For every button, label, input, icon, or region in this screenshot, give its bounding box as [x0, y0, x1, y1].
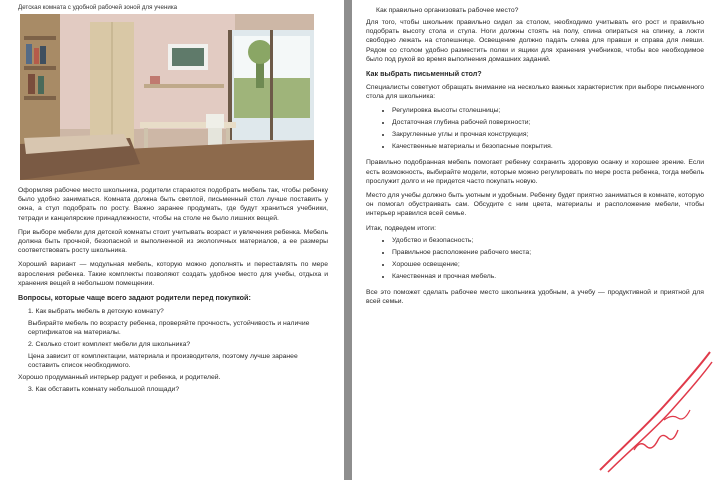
- list-item: • Правильное расположение рабочего места;: [392, 248, 704, 258]
- list-item: • Регулировка высоты столешницы;: [392, 106, 704, 116]
- image-caption: Детская комната с удобной рабочей зоной для ученика: [18, 4, 178, 11]
- qa-line-2: Выбирайте мебель по возрасту ребенка, проверяйте прочность, устойчивость и наличие сертификатов на материалы.: [28, 320, 310, 337]
- left-paragraph-1: Оформляя рабочее место школьника, родители стараются подобрать мебель так, чтобы ребенку было удобно заниматься. Комната должна быть светлой, письменный стол лучше поставить у окна, а стул подобрать по росту. Важно заранее продумать, где будут храниться учебники, тетради и канцелярские принадлежности, чтобы на столе не было лишних вещей.: [18, 187, 328, 222]
- right-paragraph-2: Правильно подобранная мебель помогает ребенку сохранить здоровую осанку и хорошее зрение. Если есть возможность, выбирайте модели, которые можно регулировать по мере роста ребенка, тогда мебель прослужит долго и не придется часто покупать новую.: [366, 159, 704, 185]
- right-document-page: [352, 0, 720, 480]
- list-item: • Закругленные углы и прочная конструкция;: [392, 130, 704, 140]
- right-top-line: Как правильно организовать рабочее место?: [376, 7, 519, 14]
- page-gutter: [344, 0, 352, 480]
- signature-stamp: [594, 346, 714, 476]
- left-heading: Вопросы, которые чаще всего задают родители перед покупкой:: [18, 293, 251, 303]
- left-paragraph-2: При выборе мебели для детской комнаты стоит учитывать возраст и увлечения ребенка. Мебель должна быть прочной, безопасной и выполненной из экологичных материалов, а ее размеры соответствовать росту школьника.: [18, 228, 328, 255]
- right-paragraph-1: Специалисты советуют обращать внимание на несколько важных характеристик при выборе письменного стола для школьника:: [366, 84, 704, 101]
- qa-line-4: Цена зависит от комплектации, материала и производителя, поэтому лучше заранее составить список необходимого.: [28, 353, 298, 370]
- room-photo: [20, 14, 314, 180]
- bullet-list-1: [366, 106, 704, 152]
- right-heading-1: Как выбрать письменный стол?: [366, 69, 482, 79]
- list-item: • Удобство и безопасность;: [392, 236, 704, 246]
- qa-line-5: Хорошо продуманный интерьер радует и ребенка, и родителей.: [18, 374, 221, 382]
- list-item: • Качественная и прочная мебель.: [392, 272, 704, 282]
- list-item: • Качественные материалы и безопасные покрытия.: [392, 142, 704, 152]
- list-item: • Хорошее освещение;: [392, 260, 704, 270]
- bullet-list-2: [366, 236, 704, 282]
- qa-line-6: 3. Как обставить комнату небольшой площади?: [28, 386, 180, 394]
- qa-line-3: 2. Сколько стоит комплект мебели для школьника?: [28, 341, 191, 349]
- left-document-page: [0, 0, 344, 480]
- list-item: • Достаточная глубина рабочей поверхности;: [392, 118, 704, 128]
- right-paragraph-4: Все это поможет сделать рабочее место школьника удобным, а учебу — продуктивной и приятной для всей семьи.: [366, 288, 704, 305]
- right-heading-2: Итак, подведем итоги:: [366, 224, 436, 232]
- qa-line-1: 1. Как выбрать мебель в детскую комнату?: [28, 308, 164, 316]
- right-paragraph-3: Место для учебы должно быть уютным и удобным. Ребенку будет приятно заниматься в комнате, которую он помогал обустраивать сам. Обсудите с ним цвета, материалы и расположение мебели, чтобы интерьер нравился всей семье.: [366, 192, 704, 218]
- right-intro: Для того, чтобы школьник правильно сидел за столом, необходимо учитывать его рост и правильно подобрать высоту стола и стула. Ноги должны стоять на полу, спина опираться на спинку, а локти свободно лежать на столешнице. Освещение должно падать слева для правши и справа для левши. Рядом со столом удобно разместить полки и ящики для хранения учебников, чтобы все необходимое было под рукой во время выполнения домашних заданий.: [366, 19, 704, 63]
- left-paragraph-3: Хороший вариант — модульная мебель, которую можно дополнять и переставлять по мере взросления ребенка. Такие комплекты позволяют создать удобное место для учебы, отдыха и хранения вещей в небольшом помещении.: [18, 261, 328, 287]
